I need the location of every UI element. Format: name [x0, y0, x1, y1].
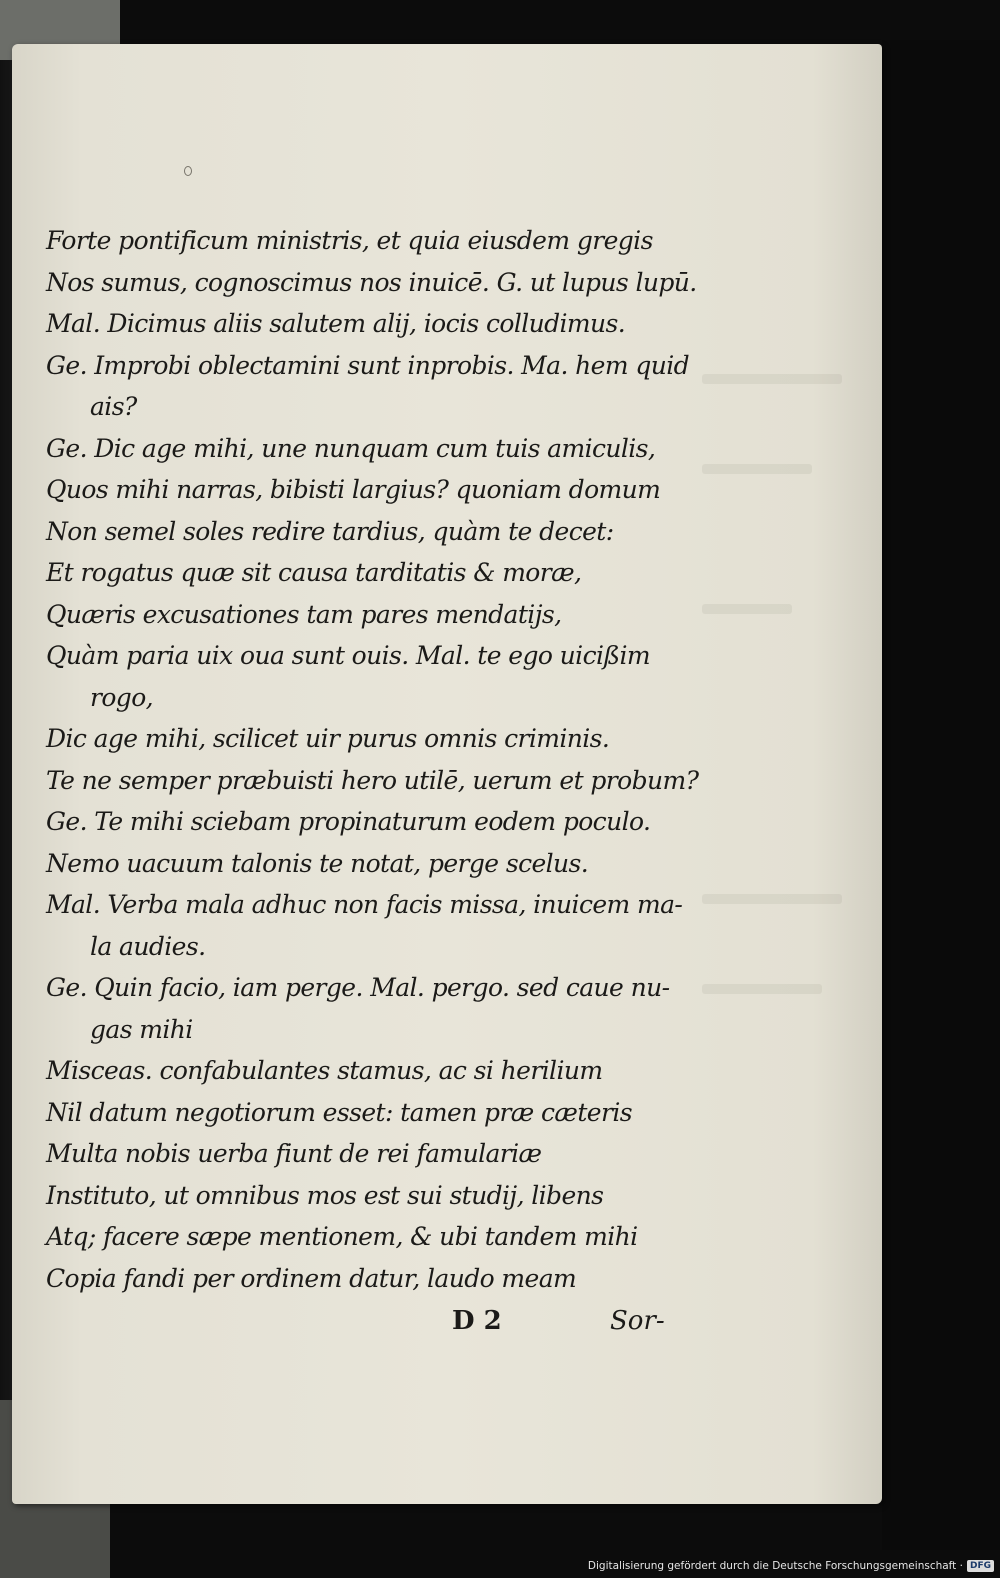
text-line: Nil datum negotiorum esset: tamen præ cæteris [46, 1097, 632, 1127]
text-line: Mal. Verba mala adhuc non facis missa, inuicem ma- [46, 890, 683, 919]
show-through-mark [702, 894, 842, 904]
text-line: Quàm paria uix oua sunt ouis. Mal. te ego uicißim [46, 641, 650, 670]
text-line: Ge. Te mihi sciebam propinaturum eodem poculo. [46, 807, 651, 836]
text-line: gas mihi [90, 1014, 193, 1044]
digitization-credit [588, 1558, 994, 1574]
text-line: ais? [90, 392, 137, 421]
text-line: Instituto, ut omnibus mos est sui studij, libens [46, 1180, 604, 1210]
show-through-mark [702, 374, 842, 384]
book-page [12, 44, 882, 1504]
text-line: Quos mihi narras, bibisti largius? quoniam domum [46, 475, 661, 504]
show-through-mark [702, 464, 812, 474]
text-line: Et rogatus quæ sit causa tarditatis & moræ, [46, 558, 582, 587]
text-line: Mal. Dicimus aliis salutem alij, iocis colludimus. [46, 309, 626, 338]
catchword: Sor- [610, 1306, 665, 1336]
signature-mark: D 2 [452, 1306, 502, 1336]
scanner-bed-right [882, 40, 1000, 1550]
text-line: Non semel soles redire tardius, quàm te decet: [46, 516, 614, 546]
text-line: Quæris excusationes tam pares mendatijs, [46, 599, 562, 629]
text-line: Multa nobis uerba fiunt de rei famulariæ [46, 1139, 542, 1168]
text-line: Nemo uacuum talonis te notat, perge scelus. [46, 848, 589, 878]
dfg-logo: DFG [967, 1560, 994, 1572]
text-line: Copia fandi per ordinem datur, laudo meam [46, 1263, 577, 1293]
show-through-mark [702, 604, 792, 614]
text-line: Misceas. confabulantes stamus, ac si herilium [46, 1056, 603, 1085]
text-line: rogo, [90, 682, 154, 712]
text-line: la audies. [90, 931, 206, 961]
text-line: Te ne semper præbuisti hero utilē, uerum et probum? [46, 765, 699, 795]
text-line: Ge. Improbi oblectamini sunt inprobis. Ma. hem quid [46, 350, 690, 380]
page-mark [184, 166, 192, 176]
credit-text: Digitalisierung gefördert durch die Deutsche Forschungsgemeinschaft · [587, 1560, 963, 1572]
text-line: Ge. Dic age mihi, une nunquam cum tuis amiculis, [46, 433, 656, 463]
text-line: Dic age mihi, scilicet uir purus omnis criminis. [46, 724, 610, 753]
text-line: Ge. Quin facio, iam perge. Mal. pergo. sed caue nu- [46, 973, 670, 1002]
printed-text-block [46, 220, 699, 1299]
text-line: Forte pontificum ministris, et quia eiusdem gregis [46, 226, 653, 255]
show-through-mark [702, 984, 822, 994]
text-line: Atq; facere sæpe mentionem, & ubi tandem mihi [46, 1222, 638, 1251]
text-line: Nos sumus, cognoscimus nos inuicē. G. ut lupus lupū. [46, 267, 697, 297]
